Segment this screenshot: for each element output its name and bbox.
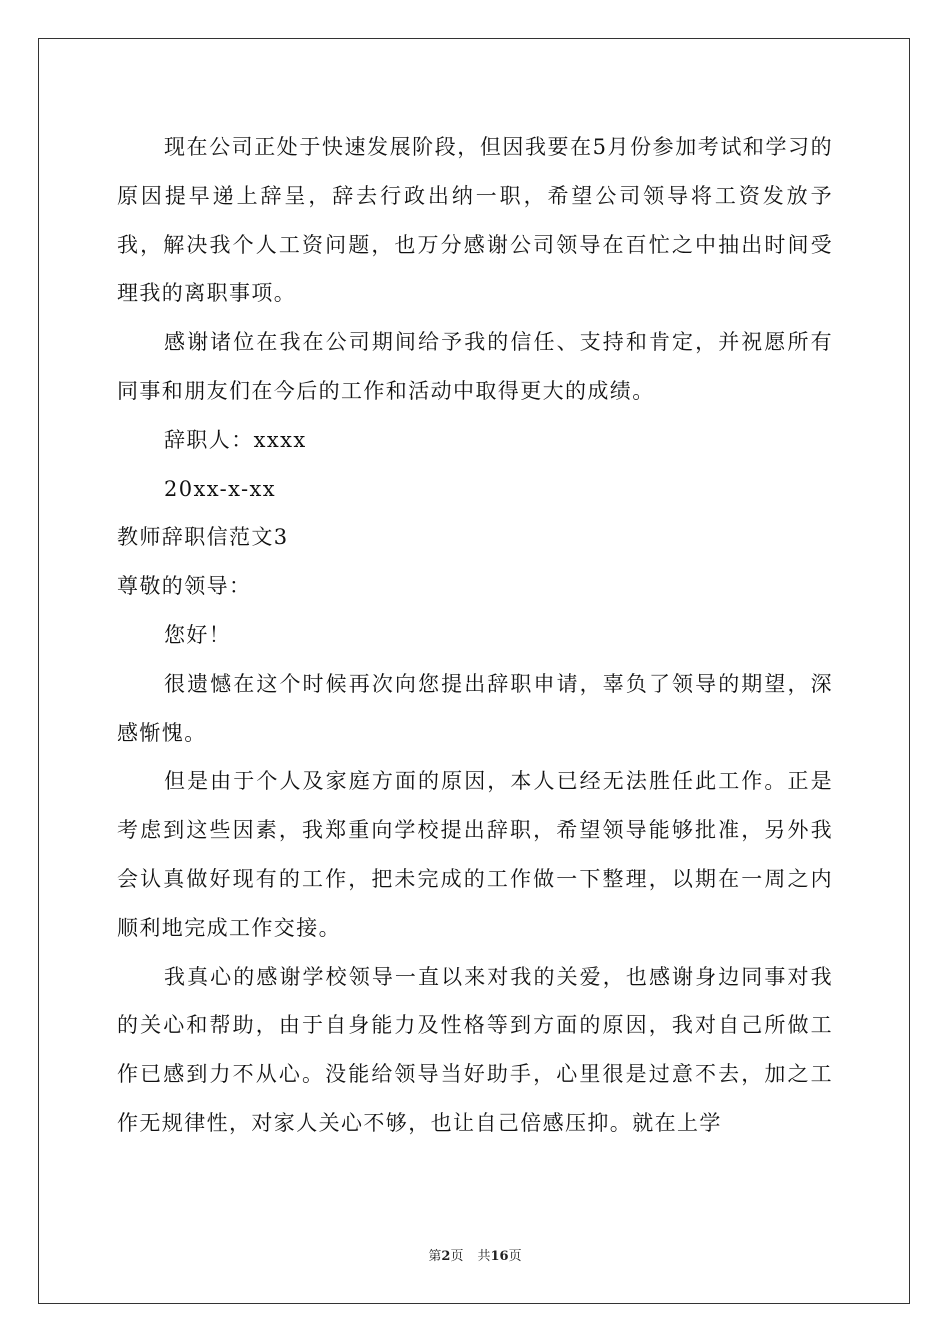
footer-total-prefix: 共 (477, 1249, 491, 1264)
section-title: 教师辞职信范文3 (117, 525, 289, 550)
footer-page-number: 2 (441, 1249, 451, 1264)
footer-total-suffix: 页 (508, 1249, 522, 1264)
paragraph-5: 我真心的感谢学校领导一直以来对我的关爱，也感谢身边同事对我的关心和帮助，由于自身能力及性格等到方面的原因，我对自己所做工作已感到力不从心。没能给领导当好助手，心里很是过意不去，加之工作无规律性，对家人关心不够，也让自己倍感压抑。就在上学 (117, 964, 833, 1135)
date-line: 20xx-x-xx (164, 476, 276, 501)
signature-line: 辞职人：xxxx (164, 427, 307, 452)
greeting: 您好！ (164, 622, 232, 647)
document-body (117, 123, 833, 1148)
salutation: 尊敬的领导： (117, 574, 252, 599)
footer-page-suffix: 页 (450, 1249, 464, 1264)
footer-page-prefix: 第 (428, 1249, 442, 1264)
paragraph-4: 但是由于个人及家庭方面的原因，本人已经无法胜任此工作。正是考虑到这些因素，我郑重向学校提出辞职，希望领导能够批准，另外我会认真做好现有的工作，把未完成的工作做一下整理，以期在一周之内顺利地完成工作交接。 (117, 769, 833, 940)
paragraph-1: 现在公司正处于快速发展阶段，但因我要在5月份参加考试和学习的原因提早递上辞呈，辞去行政出纳一职，希望公司领导将工资发放予我，解决我个人工资问题，也万分感谢公司领导在百忙之中抽出时间受理我的离职事项。 (117, 135, 833, 306)
footer-total-pages: 16 (490, 1249, 509, 1264)
paragraph-3: 很遗憾在这个时候再次向您提出辞职申请，辜负了领导的期望，深感惭愧。 (117, 671, 833, 745)
paragraph-2: 感谢诸位在我在公司期间给予我的信任、支持和肯定，并祝愿所有同事和朋友们在今后的工作和活动中取得更大的成绩。 (117, 330, 833, 403)
page-footer (0, 1248, 950, 1266)
